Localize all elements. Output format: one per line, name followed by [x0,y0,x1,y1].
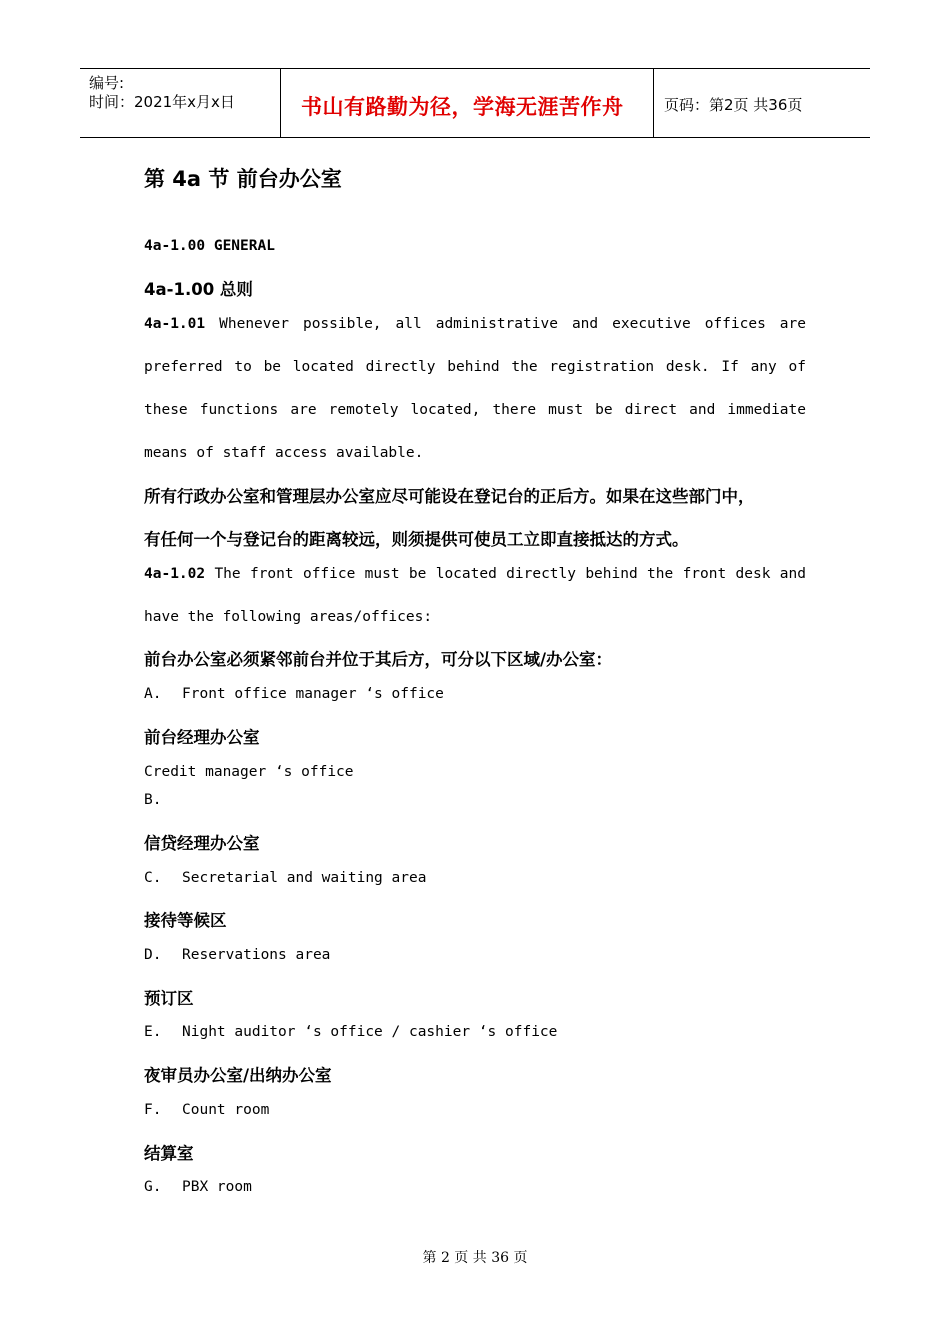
paragraph-1-line-3: these functions are remotely located, there must be direct and immediate [144,402,806,418]
paragraph-1-text: Whenever possible, all administrative and executive offices are [219,316,806,332]
list-item-c-zh: 接待等候区 [144,911,227,930]
list-item-f [144,1102,269,1118]
header-motto-cell [281,69,654,137]
list-item-label: F. [144,1102,162,1118]
list-item-g [144,1179,252,1195]
paragraph-2-number: 4a-1.02 [144,566,206,582]
paragraph-1-number: 4a-1.01 [144,316,206,332]
general-heading-en: 4a-1.00 GENERAL [144,238,275,254]
page-header [80,68,870,138]
list-item-text: Night auditor ‘s office / cashier ‘s office [182,1024,558,1040]
list-item-label: D. [144,947,162,963]
paragraph-1-line-2: preferred to be located directly behind the registration desk. If any of [144,359,806,375]
paragraph-2-zh: 前台办公室必须紧邻前台并位于其后方，可分以下区域/办公室： [144,650,613,669]
list-item-text: Front office manager ‘s office [182,686,444,702]
paragraph-2-text: The front office must be located directly behind the front desk and [214,566,806,582]
list-item-text: Reservations area [182,947,331,963]
general-heading-zh: 4a-1.00 总则 [144,280,253,299]
serial-number-label: 编号: [89,74,125,92]
date-line: 时间：2021年x月x日 [89,93,235,111]
list-item-d [144,947,330,963]
list-item-text: Secretarial and waiting area [182,870,427,886]
paragraph-1-line-1 [144,316,806,332]
header-info-cell [80,69,281,137]
list-item-label: A. [144,686,162,702]
list-item-label: C. [144,870,162,886]
section-title: 第 4a 节 前台办公室 [144,167,342,191]
list-item-d-zh: 预订区 [144,989,194,1008]
list-item-a [144,686,444,702]
header-page-cell [654,69,870,137]
paragraph-2-line-2: have the following areas/offices: [144,609,433,625]
paragraph-1-zh-line-2: 有任何一个与登记台的距离较远，则须提供可使员工立即直接抵达的方式。 [144,530,689,549]
list-item-label: G. [144,1179,162,1195]
motto: 书山有路勤为径，学海无涯苦作舟 [301,95,624,119]
list-item-text: Count room [182,1102,270,1118]
page-code: 页码：第2页 共36页 [664,96,803,114]
list-item-label: E. [144,1024,162,1040]
list-item-c [144,870,426,886]
list-item-e [144,1024,557,1040]
list-item-text: PBX room [182,1179,252,1195]
list-item-b-label: B. [144,792,162,808]
list-item-b-text: Credit manager ‘s office [144,764,354,780]
paragraph-2-line-1 [144,566,806,582]
list-item-a-zh: 前台经理办公室 [144,728,260,747]
list-item-b-zh: 信贷经理办公室 [144,834,260,853]
list-item-f-zh: 结算室 [144,1144,194,1163]
list-item-e-zh: 夜审员办公室/出纳办公室 [144,1066,332,1085]
page-footer: 第 2 页 共 36 页 [422,1250,528,1266]
paragraph-1-line-4: means of staff access available. [144,445,424,461]
paragraph-1-zh-line-1: 所有行政办公室和管理层办公室应尽可能设在登记台的正后方。如果在这些部门中， [144,487,755,506]
